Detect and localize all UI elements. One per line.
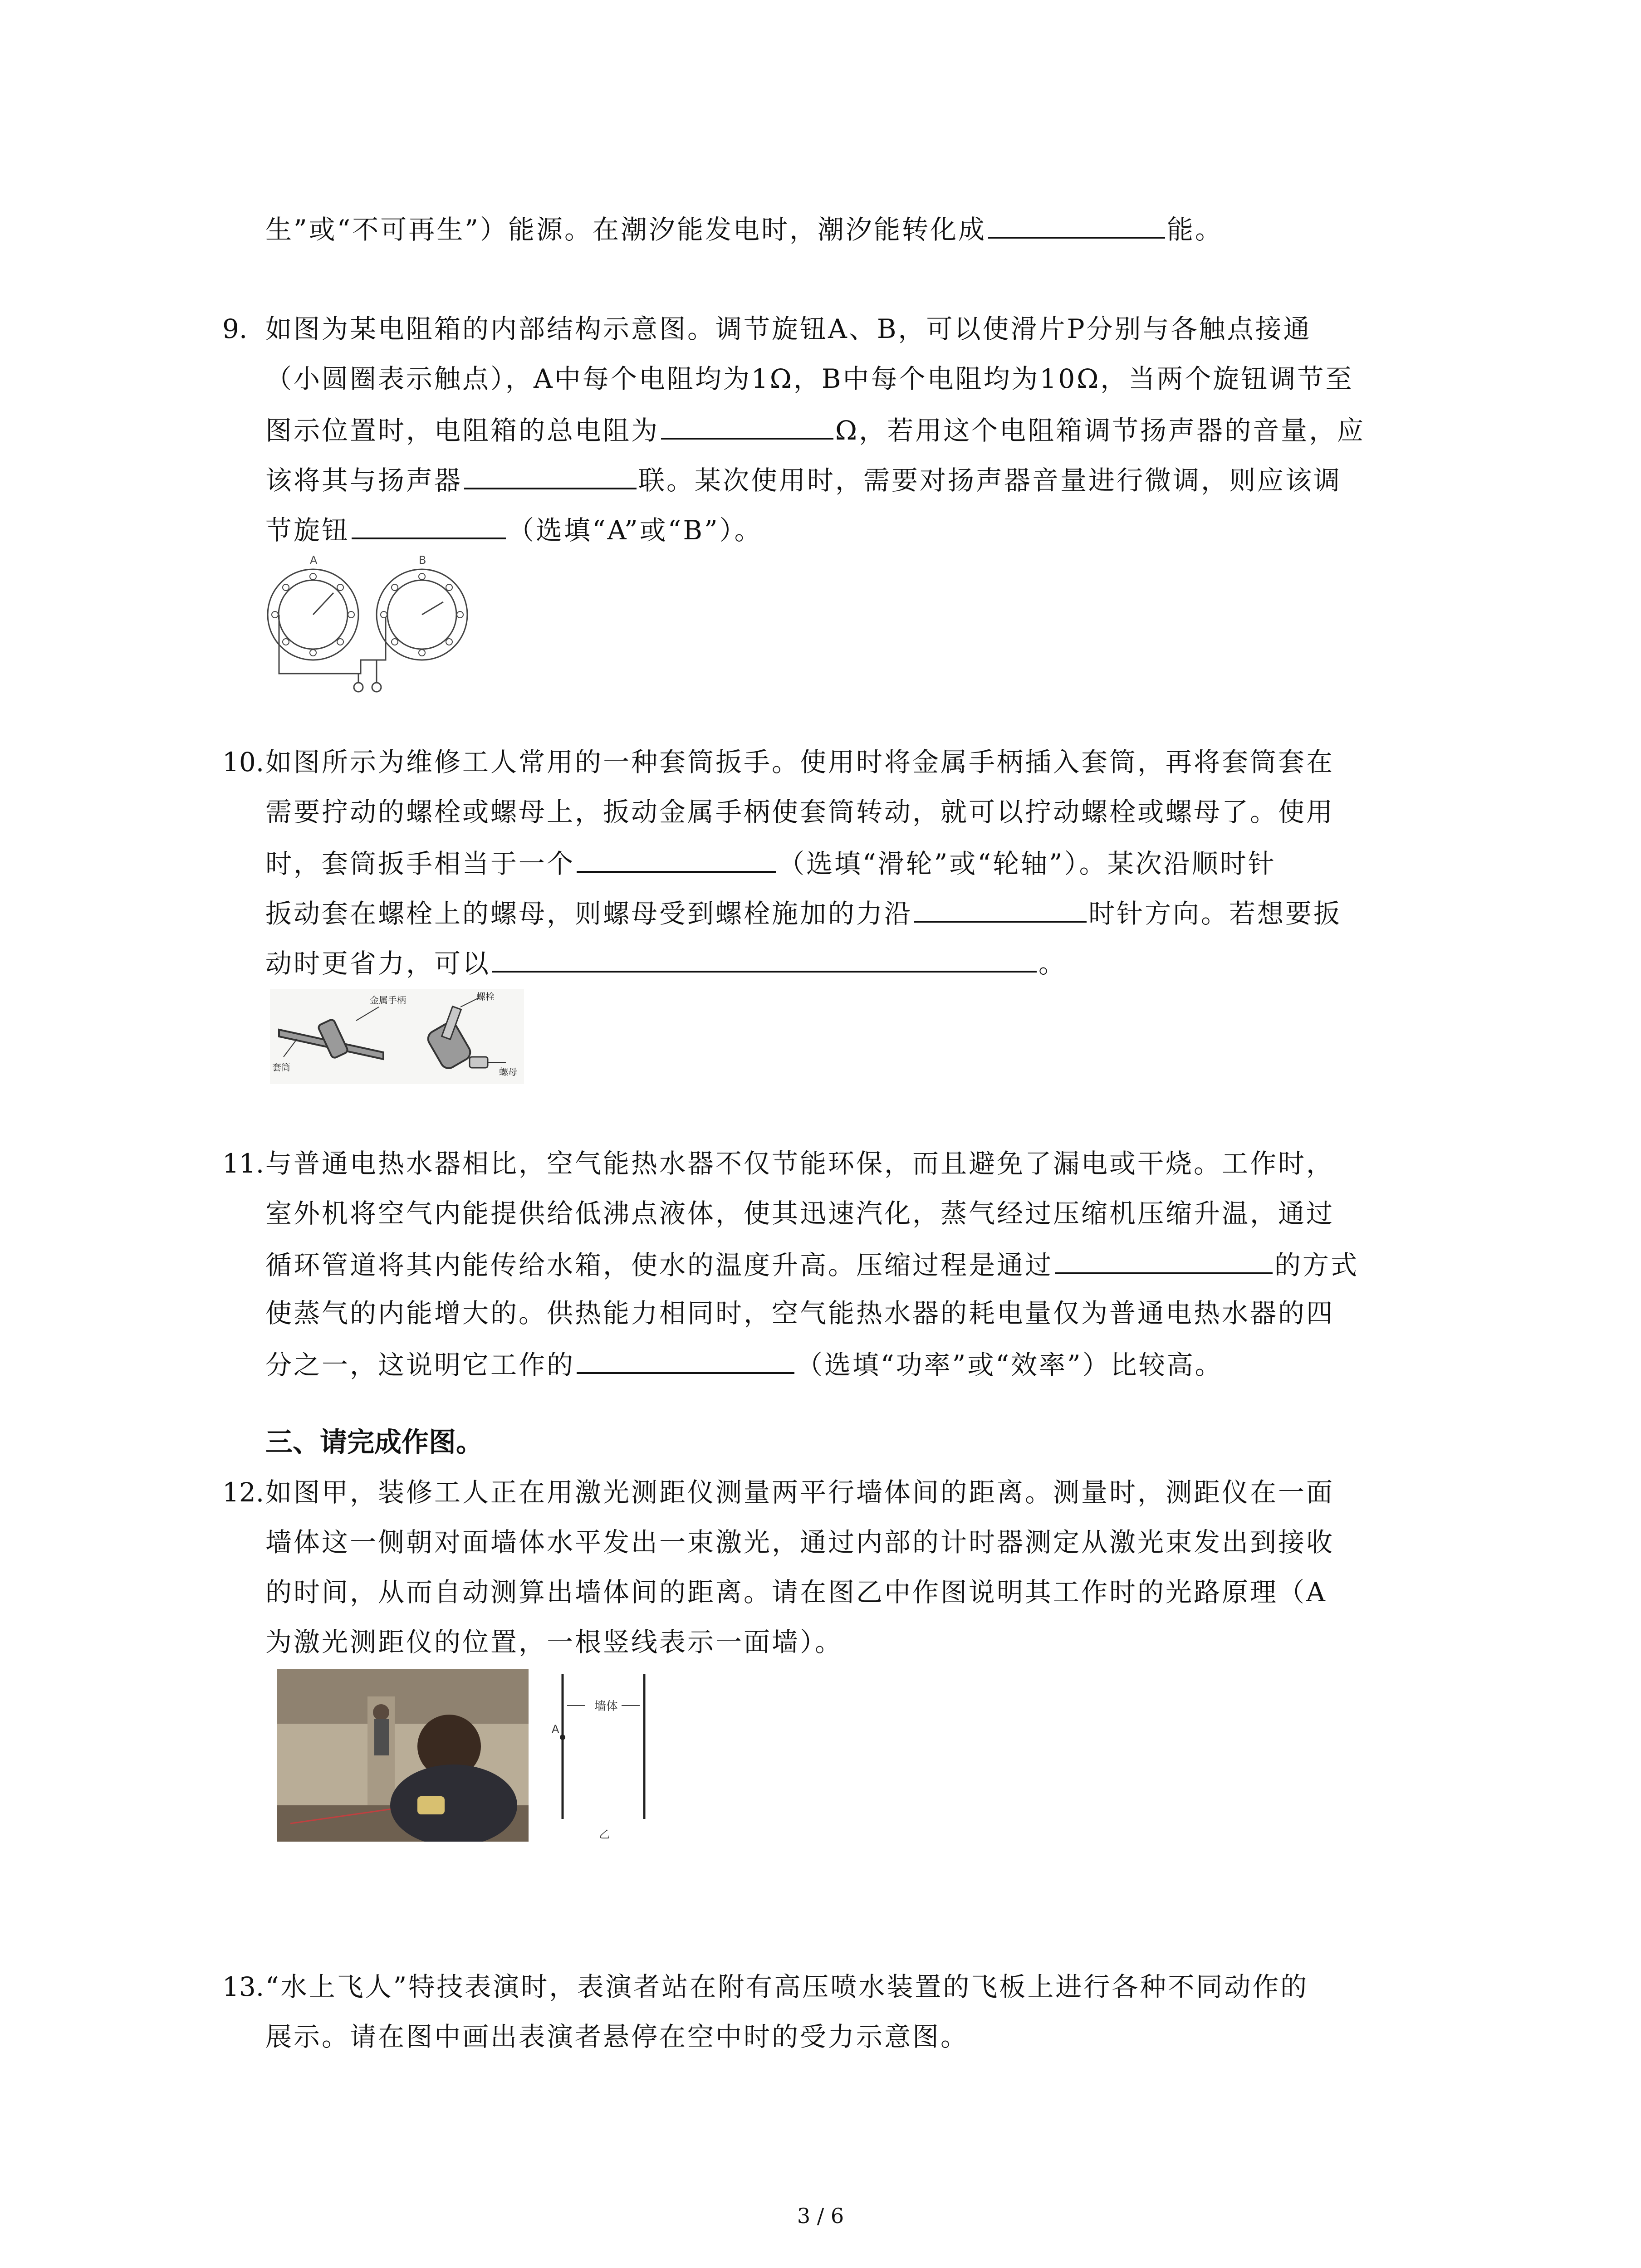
q12-line-2: 墙体这一侧朝对面墙体水平发出一束激光，通过内部的计时器测定从激光束发出到接收: [265, 1527, 1335, 1558]
section-title: 三、请完成作图。: [265, 1427, 483, 1458]
q11-line-5: 分之一，这说明它工作的 （选填“功率”或“效率”）比较高。: [265, 1345, 1223, 1383]
q10-line-1: 如图所示为维修工人常用的一种套筒扳手。使用时将金属手柄插入套筒，再将套筒套在: [265, 747, 1335, 777]
fig-label-nut: 螺母: [499, 1066, 517, 1077]
q11-line-3: 循环管道将其内能传给水箱，使水的温度升高。压缩过程是通过 的方式: [265, 1245, 1359, 1283]
q9-line-1: 如图为某电阻箱的内部结构示意图。调节旋钮A、B，可以使滑片P分别与各触点接通: [265, 313, 1312, 344]
laser-rangefinder-photo: [277, 1669, 529, 1842]
q9-blank-3: [352, 510, 506, 539]
q10-line-3: 时，套筒扳手相当于一个 （选填“滑轮”或“轮轴”）。某次沿顺时针: [265, 844, 1276, 882]
q12-line-4: 为激光测距仪的位置，一根竖线表示一面墙）。: [265, 1627, 843, 1657]
q9-line-3: 图示位置时，电阻箱的总电阻为 Ω，若用这个电阻箱调节扬声器的音量，应: [265, 411, 1365, 449]
fig-label-yi: 乙: [599, 1828, 610, 1841]
fig-label-a: A: [310, 554, 318, 567]
fig-label-b: B: [419, 554, 426, 567]
q8-text-a: 生”或“不可再生”）能源。在潮汐能发电时，潮汐能转化成: [265, 214, 986, 245]
q13-number: 13.: [222, 1971, 265, 2002]
fig-label-wall: 墙体: [594, 1700, 618, 1713]
q9-line-5: 节旋钮 （选填“A”或“B”）。: [265, 510, 763, 548]
q8-blank: [988, 210, 1165, 239]
fig-label-handle: 金属手柄: [370, 995, 406, 1006]
fig-label-socket: 套筒: [272, 1062, 290, 1073]
q11-blank-2: [577, 1345, 794, 1374]
q12-line-1: 如图甲，装修工人正在用激光测距仪测量两平行墙体间的距离。测量时，测距仪在一面: [265, 1477, 1335, 1508]
q13-line-2: 展示。请在图中画出表演者悬停在空中时的受力示意图。: [265, 2021, 969, 2052]
q10-blank-2: [914, 894, 1087, 923]
fig-label-a-point: A: [552, 1723, 559, 1735]
q9-blank-2: [464, 460, 637, 489]
q11-blank-1: [1055, 1245, 1273, 1274]
q8-text-b: 能。: [1166, 214, 1223, 245]
q12-number: 12.: [222, 1477, 265, 1508]
resistance-box-figure: [265, 551, 479, 701]
q10-number: 10.: [222, 747, 265, 777]
q11-line-2: 室外机将空气内能提供给低沸点液体，使其迅速汽化，蒸气经过压缩机压缩升温，通过: [265, 1198, 1335, 1229]
q10-line-5: 动时更省力，可以 。: [265, 943, 1067, 982]
q11-number: 11.: [222, 1148, 265, 1179]
q10-blank-1: [577, 844, 776, 873]
q8-line: [265, 210, 1223, 248]
q11-line-4: 使蒸气的内能增大的。供热能力相同时，空气能热水器的耗电量仅为普通电热水器的四: [265, 1298, 1335, 1329]
q11-line-1: 与普通电热水器相比，空气能热水器不仅节能环保，而且避免了漏电或干烧。工作时，: [265, 1148, 1335, 1179]
q12-line-3: 的时间，从而自动测算出墙体间的距离。请在图乙中作图说明其工作时的光路原理（A: [265, 1577, 1327, 1608]
q9-number: 9.: [222, 313, 248, 344]
walls-diagram: [549, 1669, 658, 1842]
q10-line-2: 需要拧动的螺栓或螺母上，扳动金属手柄使套筒转动，就可以拧动螺栓或螺母了。使用: [265, 797, 1335, 827]
q13-line-1: “水上飞人”特技表演时，表演者站在附有高压喷水装置的飞板上进行各种不同动作的: [265, 1971, 1309, 2002]
socket-wrench-figure: [270, 989, 524, 1084]
q10-blank-3: [492, 943, 1037, 973]
q10-line-4: 扳动套在螺栓上的螺母，则螺母受到螺栓施加的力沿 时针方向。若想要扳: [265, 894, 1342, 932]
q9-blank-1: [661, 411, 833, 440]
q9-line-4: 该将其与扬声器 联。某次使用时，需要对扬声器音量进行微调，则应该调: [265, 460, 1342, 499]
q9-line-2: （小圆圈表示触点），A中每个电阻均为1Ω，B中每个电阻均为10Ω，当两个旋钮调节至: [265, 363, 1354, 394]
page-number: 3 / 6: [797, 2204, 844, 2228]
fig-label-bolt: 螺栓: [476, 991, 495, 1002]
